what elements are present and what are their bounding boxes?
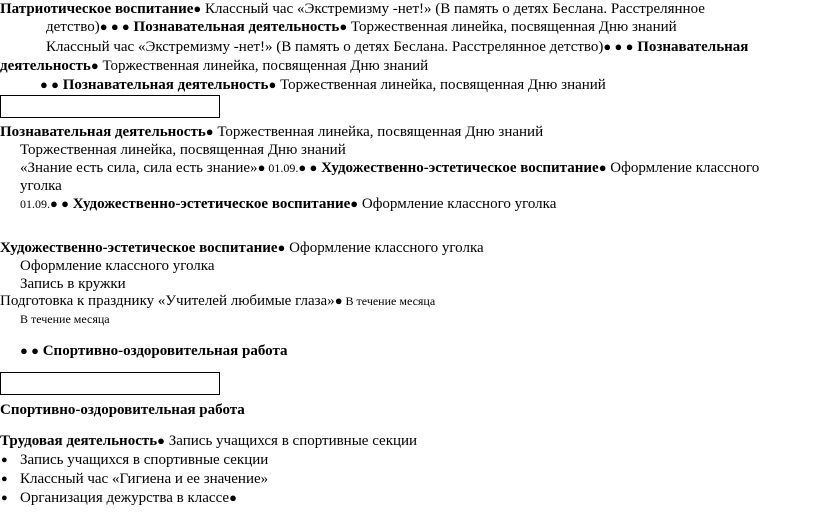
bullet-dot: ● <box>268 77 277 92</box>
heading-aesthetic: Художественно-эстетическое воспитание <box>317 160 599 176</box>
line-14 <box>0 292 435 310</box>
heading-cognitive: Познавательная деятельность <box>0 124 206 140</box>
bullet-dots: ● ● <box>298 160 318 175</box>
text-during-month: В течение месяца <box>342 294 436 308</box>
text-lineup: Торжественная линейка, посвященная Дню знаний <box>98 58 429 74</box>
text-decoration: Оформление классного <box>606 160 760 176</box>
bullet-dot: ● <box>229 490 237 505</box>
bullet-dots: ● ● ● <box>603 39 634 54</box>
list-bullet: ● <box>1 473 8 485</box>
bullet-dots: ● ● ● <box>99 19 130 34</box>
date-text: 01.09. <box>265 161 299 175</box>
text-knowledge-power: «Знание есть сила, сила есть знание» <box>20 160 258 176</box>
line-6 <box>0 123 543 141</box>
text-during-month: В течение месяца <box>20 312 110 326</box>
text-lineup: Торжественная линейка, посвященная Дню знаний <box>213 124 544 140</box>
bullet-dot: ● <box>334 293 343 308</box>
text-decoration: Оформление классного уголка <box>285 240 484 256</box>
heading-aesthetic: Художественно-эстетическое воспитание <box>68 196 351 212</box>
empty-text-box <box>0 95 220 118</box>
empty-text-box <box>0 372 220 395</box>
list-item <box>1 451 269 469</box>
bullet-dot: ● <box>339 19 348 34</box>
line-13 <box>20 275 126 293</box>
text-decoration: Оформление классного уголка <box>20 258 215 274</box>
line-16 <box>20 342 288 360</box>
text-lineup: Торжественная линейка, посвященная Дню знаний <box>276 77 606 93</box>
bullet-dot: ● <box>193 1 202 16</box>
list-bullet: ● <box>1 454 8 466</box>
line-7 <box>20 141 346 159</box>
heading-aesthetic: Художественно-эстетическое воспитание <box>0 240 278 256</box>
line-11 <box>0 239 484 257</box>
bullet-dots: ● ● <box>20 343 39 358</box>
heading-activity: деятельность <box>0 58 91 74</box>
bullet-dot: ● <box>350 196 359 211</box>
text-childhood: детство) <box>46 19 100 35</box>
heading-cognitive: Познавательная деятельность <box>58 77 269 93</box>
line-18 <box>0 432 417 450</box>
list-item-text: Организация дежурства в классе <box>20 490 230 506</box>
line-15 <box>20 310 110 328</box>
list-item-text: Запись учащихся в спортивные секции <box>20 452 269 468</box>
line-9 <box>20 177 62 195</box>
text-class-hour: Классный час «Экстремизму -нет!» (В память о детях Беслана. Расстрелянное <box>201 1 705 17</box>
line-2 <box>46 18 677 36</box>
line-17 <box>0 401 245 419</box>
bullet-dot: ● <box>257 160 266 175</box>
list-bullet: ● <box>1 492 8 504</box>
heading-labor: Трудовая деятельность <box>0 433 158 449</box>
line-3 <box>46 38 748 56</box>
heading-patriotic: Патриотическое воспитание <box>0 1 194 17</box>
line-5 <box>40 76 606 94</box>
heading-cognitive: Познавательная <box>633 39 749 55</box>
text-decoration: Оформление классного уголка <box>358 196 557 212</box>
list-item <box>1 489 237 507</box>
line-4 <box>0 57 428 75</box>
bullet-dot: ● <box>205 124 214 139</box>
bullet-dot: ● <box>598 160 607 175</box>
line-12 <box>20 257 215 275</box>
list-item-text: Классный час «Гигиена и ее значение» <box>20 471 269 487</box>
date-text: 01.09. <box>20 197 50 211</box>
line-10 <box>20 195 556 213</box>
bullet-dot: ● <box>90 58 99 73</box>
heading-cognitive: Познавательная деятельность <box>129 19 340 35</box>
bullet-dot: ● <box>157 433 166 448</box>
text-sport-sections: Запись учащихся в спортивные секции <box>165 433 418 449</box>
heading-sport: Спортивно-оздоровительная работа <box>0 402 245 418</box>
bullet-dots: ● ● <box>40 77 59 92</box>
text-holiday-prep: Подготовка к празднику «Учителей любимые глаза» <box>0 293 335 309</box>
list-item <box>1 470 269 488</box>
line-8 <box>20 159 759 177</box>
text-class-hour: Классный час «Экстремизму -нет!» (В память о детях Беслана. Расстрелянное детство) <box>46 39 604 55</box>
text-corner: уголка <box>20 178 62 194</box>
line-1 <box>0 0 705 18</box>
text-lineup: Торжественная линейка, посвященная Дню знаний <box>347 19 677 35</box>
bullet-dots: ● ● <box>50 196 69 211</box>
heading-sport: Спортивно-оздоровительная работа <box>38 343 288 359</box>
text-clubs: Запись в кружки <box>20 276 126 292</box>
bullet-dot: ● <box>277 240 286 255</box>
text-lineup: Торжественная линейка, посвященная Дню знаний <box>20 142 346 158</box>
